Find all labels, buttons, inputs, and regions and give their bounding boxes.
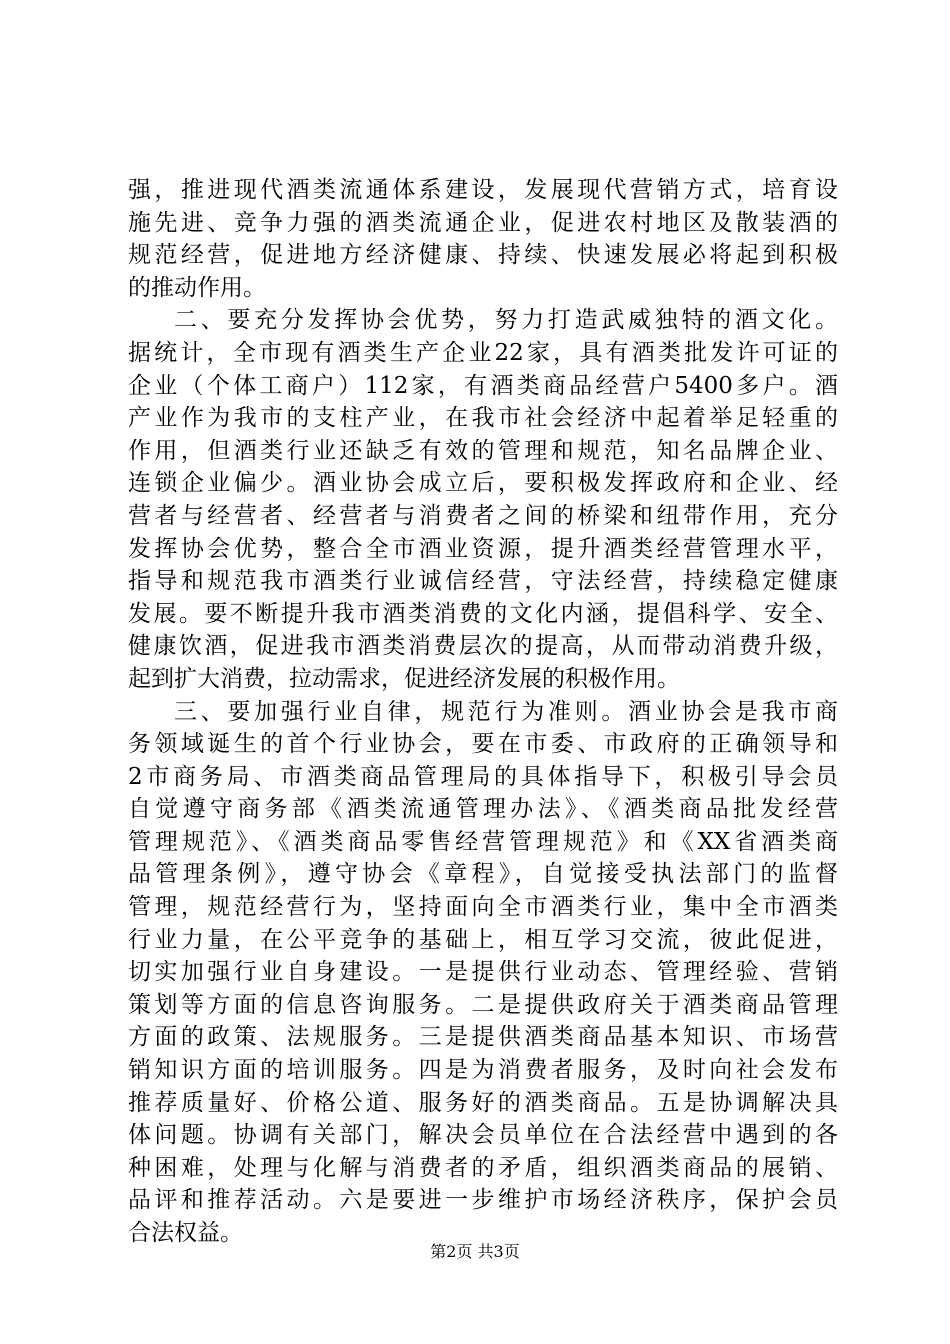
text-line: 产业作为我市的支柱产业，在我市社会经济中起着举足轻重的 [128, 405, 838, 432]
text-line: 合法权益。 [128, 1220, 243, 1246]
text-line: 切实加强行业自身建设。一是提供行业动态、管理经验、营销 [128, 959, 838, 986]
text-line: 规范经营，促进地方经济健康、持续、快速发展必将起到积极 [128, 242, 838, 269]
page-footer: 第2页 共3页 [430, 1242, 520, 1261]
text-line: 体问题。协调有关部门，解决会员单位在合法经营中遇到的各 [128, 1122, 838, 1149]
text-line: 强，推进现代酒类流通体系建设，发展现代营销方式，培育设 [128, 177, 838, 203]
text-line: 健康饮酒，促进我市酒类消费层次的提高，从而带动消费升级， [128, 633, 838, 660]
text-line: 管理规范》、《酒类商品零售经营管理规范》和《XX省酒类商 [128, 828, 838, 855]
text-line: 行业力量，在公平竞争的基础上，相互学习交流，彼此促进， [128, 926, 838, 953]
text-line: 起到扩大消费，拉动需求，促进经济发展的积极作用。 [128, 665, 680, 692]
text-line: 连锁企业偏少。酒业协会成立后，要积极发挥政府和企业、经 [128, 470, 838, 497]
text-line: 的推动作用。 [128, 274, 266, 301]
text-line: 自觉遵守商务部《酒类流通管理办法》、《酒类商品批发经营 [128, 796, 838, 823]
text-line: 作用，但酒类行业还缺乏有效的管理和规范，知名品牌企业、 [128, 437, 838, 464]
text-line: 销知识方面的培训服务。四是为消费者服务，及时向社会发布 [128, 1057, 838, 1084]
text-line: 据统计，全市现有酒类生产企业22家，具有酒类批发许可证的 [128, 339, 838, 366]
text-line: 推荐质量好、价格公道、服务好的酒类商品。五是协调解决具 [128, 1089, 838, 1116]
text-line: 营者与经营者、经营者与消费者之间的桥梁和纽带作用，充分 [128, 502, 838, 529]
text-line: 施先进、竞争力强的酒类流通企业，促进农村地区及散装酒的 [128, 209, 838, 236]
text-line: 方面的政策、法规服务。三是提供酒类商品基本知识、市场营 [128, 1024, 838, 1051]
text-line: 发展。要不断提升我市酒类消费的文化内涵，提倡科学、安全、 [128, 600, 838, 627]
text-line: 发挥协会优势，整合全市酒业资源，提升酒类经营管理水平， [128, 535, 838, 562]
text-line: 品评和推荐活动。六是要进一步维护市场经济秩序，保护会员 [128, 1187, 838, 1214]
text-line: 三、要加强行业自律，规范行为准则。酒业协会是我市商 [174, 698, 838, 725]
text-line: 管理，规范经营行为，坚持面向全市酒类行业，集中全市酒类 [128, 894, 838, 921]
text-line: 企业（个体工商户）112家，有酒类商品经营户5400多户。酒 [128, 372, 838, 399]
document-body [128, 174, 838, 1250]
text-line: 策划等方面的信息咨询服务。二是提供政府关于酒类商品管理 [128, 991, 838, 1018]
text-line: 品管理条例》，遵守协会《章程》，自觉接受执法部门的监督 [128, 861, 838, 888]
text-line: 指导和规范我市酒类行业诚信经营，守法经营，持续稳定健康 [128, 568, 838, 595]
text-line: 2市商务局、市酒类商品管理局的具体指导下，积极引导会员 [128, 763, 838, 790]
text-line: 务领域诞生的首个行业协会，要在市委、市政府的正确领导和 [128, 731, 838, 758]
text-line: 二、要充分发挥协会优势，努力打造武威独特的酒文化。 [174, 307, 838, 334]
text-line: 种困难，处理与化解与消费者的矛盾，组织酒类商品的展销、 [128, 1154, 838, 1181]
